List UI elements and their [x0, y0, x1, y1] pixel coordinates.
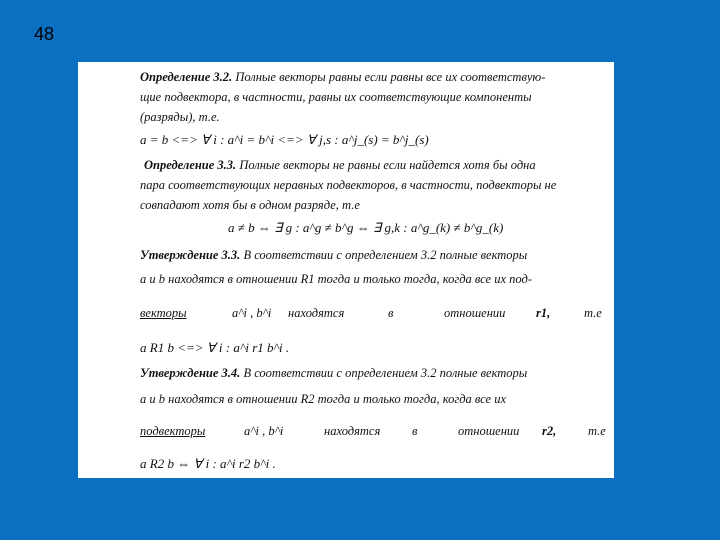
definition-3-2-line-3: (разряды), т.е. — [140, 110, 220, 124]
statement-3-3-word-vectors: векторы — [140, 306, 187, 320]
statement-3-4-word-relation: отношении — [458, 424, 520, 438]
statement-3-3-word-located: находятся — [288, 306, 345, 320]
definition-3-2-title: Определение 3.2. — [140, 70, 233, 84]
statement-3-3-relation-r1: r1, — [536, 306, 551, 320]
definition-3-2-text-1: Полные векторы равны если равны все их соответствую- — [235, 70, 546, 84]
statement-3-4-subvectors: a^i , b^i — [244, 424, 284, 438]
slide-number: 48 — [34, 24, 55, 44]
statement-3-3-formula: a R1 b <=> ∀ i : a^i r1 b^i . — [140, 340, 290, 355]
statement-3-4-word-in: в — [412, 424, 418, 438]
statement-3-4-word-subvectors: подвекторы — [140, 424, 206, 438]
statement-3-4-line-2: a и b находятся в отношении R2 тогда и только тогда, когда все их — [140, 392, 507, 406]
definition-3-3-text-1: Полные векторы не равны если найдется хотя бы одна — [239, 158, 536, 172]
statement-3-3-subvectors: a^i , b^i — [232, 306, 272, 320]
definition-3-3-line-2: пара соответствующих неравных подвекторов, в частности, подвекторы не — [140, 178, 557, 192]
statement-3-4-text-1: В соответствии с определением 3.2 полные векторы — [243, 366, 528, 380]
statement-3-3-word-ie: т.е — [584, 306, 602, 320]
document-page — [78, 62, 614, 478]
statement-3-4-title: Утверждение 3.4. — [140, 366, 241, 380]
definition-3-3-formula: a ≠ b ⇔ ∃ g : a^g ≠ b^g ⇔ ∃ g,k : a^g_(k) ≠ b^g_(k) — [228, 220, 504, 235]
definition-3-3-line-1 — [144, 158, 536, 172]
definition-3-2-line-2: щие подвектора, в частности, равны их соответствующие компоненты — [140, 90, 532, 104]
statement-3-4-line-3 — [140, 424, 610, 440]
definition-3-2-line-1 — [140, 70, 545, 84]
statement-3-3-word-in: в — [388, 306, 394, 320]
statement-3-4-word-ie: т.е — [588, 424, 606, 438]
statement-3-4-line-1 — [140, 366, 527, 380]
statement-3-3-title: Утверждение 3.3. — [140, 248, 241, 262]
definition-3-2-formula: a = b <=> ∀ i : a^i = b^i <=> ∀ j,s : a^j_(s) = b^j_(s) — [140, 132, 429, 147]
statement-3-3-word-relation: отношении — [444, 306, 506, 320]
statement-3-4-relation-r2: r2, — [542, 424, 557, 438]
statement-3-3-line-2: a и b находятся в отношении R1 тогда и только тогда, когда все их под- — [140, 272, 532, 286]
definition-3-3-line-3: совпадают хотя бы в одном разряде, т.е — [140, 198, 360, 212]
definition-3-3-title: Определение 3.3. — [144, 158, 237, 172]
statement-3-3-text-1: В соответствии с определением 3.2 полные векторы — [243, 248, 528, 262]
statement-3-3-line-1 — [140, 248, 527, 262]
statement-3-4-formula: a R2 b ⇔ ∀ i : a^i r2 b^i . — [140, 456, 276, 471]
statement-3-4-word-located: находятся — [324, 424, 381, 438]
statement-3-3-line-3 — [140, 306, 610, 322]
